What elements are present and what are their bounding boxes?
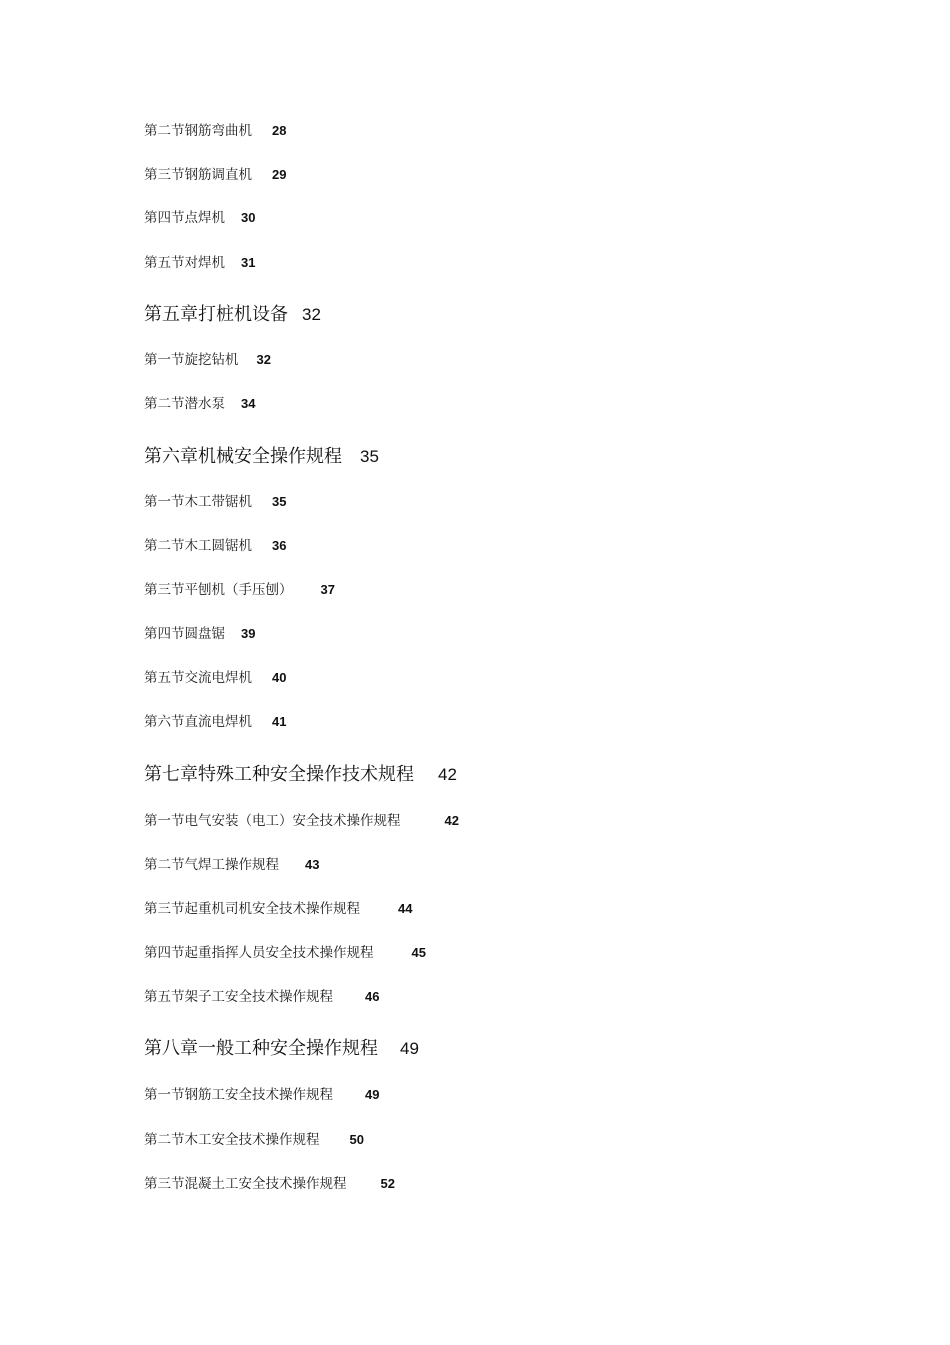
toc-entry-page: 40 [272, 670, 287, 685]
toc-entry-page: 46 [365, 989, 380, 1004]
toc-entry[interactable] [144, 625, 255, 642]
toc-chapter-page: 35 [360, 447, 379, 466]
toc-entry[interactable] [144, 537, 286, 554]
toc-entry-page: 52 [380, 1176, 395, 1191]
toc-entry[interactable] [144, 944, 426, 961]
toc-entry[interactable] [144, 856, 319, 873]
toc-entry-page: 32 [256, 352, 271, 367]
toc-entry-title: 第一节木工带锯机 [144, 494, 252, 510]
toc-entry[interactable] [144, 812, 459, 829]
toc-entry-title: 第五节交流电焊机 [144, 670, 252, 686]
toc-entry-title: 第三节平刨机（手压刨） [144, 582, 293, 598]
toc-entry-page: 50 [349, 1132, 364, 1147]
toc-entry-title: 第五节架子工安全技术操作规程 [144, 989, 333, 1005]
toc-entry-title: 第三节起重机司机安全技术操作规程 [144, 901, 360, 917]
toc-entry-title: 第三节混凝土工安全技术操作规程 [144, 1176, 347, 1192]
toc-entry-title: 第三节钢筋调直机 [144, 167, 252, 183]
toc-entry-page: 41 [272, 714, 287, 729]
toc-entry-page: 29 [272, 167, 287, 182]
toc-chapter-page: 49 [400, 1039, 419, 1058]
toc-entry-title: 第二节潜水泵 [144, 396, 225, 412]
toc-chapter-page: 42 [438, 765, 457, 784]
toc-entry-page: 30 [241, 210, 256, 225]
toc-entry-page: 39 [241, 626, 256, 641]
toc-entry-title: 第四节点焊机 [144, 210, 225, 226]
toc-entry-page: 45 [411, 945, 426, 960]
toc-entry[interactable] [144, 713, 286, 730]
toc-chapter[interactable] [144, 306, 321, 324]
toc-entry-title: 第四节起重指挥人员安全技术操作规程 [144, 945, 374, 961]
toc-entry[interactable] [144, 395, 255, 412]
toc-chapter-page: 32 [302, 305, 321, 324]
toc-entry[interactable] [144, 1131, 364, 1148]
toc-entry-page: 44 [398, 901, 413, 916]
toc-entry-title: 第一节旋挖钻机 [144, 352, 239, 368]
toc-entry[interactable] [144, 1175, 395, 1192]
toc-entry[interactable] [144, 209, 255, 226]
toc-entry-page: 43 [305, 857, 320, 872]
toc-entry-title: 第五节对焊机 [144, 255, 225, 271]
toc-chapter[interactable] [144, 1040, 419, 1058]
toc-chapter-title: 第五章打桩机设备 [144, 304, 288, 325]
toc-chapter[interactable] [144, 448, 379, 466]
toc-entry-page: 31 [241, 255, 256, 270]
toc-entry[interactable] [144, 166, 286, 183]
toc-entry-title: 第六节直流电焊机 [144, 714, 252, 730]
toc-entry[interactable] [144, 669, 286, 686]
toc-entry[interactable] [144, 581, 335, 598]
toc-entry-page: 42 [444, 813, 459, 828]
toc-entry-title: 第二节气焊工操作规程 [144, 857, 279, 873]
toc-entry-page: 35 [272, 494, 287, 509]
toc-entry-title: 第四节圆盘锯 [144, 626, 225, 642]
toc-entry-title: 第二节钢筋弯曲机 [144, 123, 252, 139]
toc-chapter-title: 第六章机械安全操作规程 [144, 446, 342, 467]
toc-entry[interactable] [144, 122, 286, 139]
toc-entry-page: 37 [320, 582, 335, 597]
toc-entry-title: 第二节木工圆锯机 [144, 538, 252, 554]
toc-chapter-title: 第七章特殊工种安全操作技术规程 [144, 764, 414, 785]
toc-entry-page: 36 [272, 538, 287, 553]
toc-entry[interactable] [144, 254, 255, 271]
toc-chapter[interactable] [144, 766, 457, 784]
toc-entry[interactable] [144, 1086, 379, 1103]
toc-entry[interactable] [144, 900, 412, 917]
toc-entry[interactable] [144, 493, 286, 510]
toc-entry-page: 28 [272, 123, 287, 138]
toc-entry-title: 第一节钢筋工安全技术操作规程 [144, 1087, 333, 1103]
toc-entry-title: 第二节木工安全技术操作规程 [144, 1132, 320, 1148]
toc-entry-page: 49 [365, 1087, 380, 1102]
toc-entry-title: 第一节电气安装（电工）安全技术操作规程 [144, 813, 401, 829]
toc-chapter-title: 第八章一般工种安全操作规程 [144, 1038, 378, 1059]
toc-entry-page: 34 [241, 396, 256, 411]
toc-entry[interactable] [144, 351, 271, 368]
toc-entry[interactable] [144, 988, 379, 1005]
